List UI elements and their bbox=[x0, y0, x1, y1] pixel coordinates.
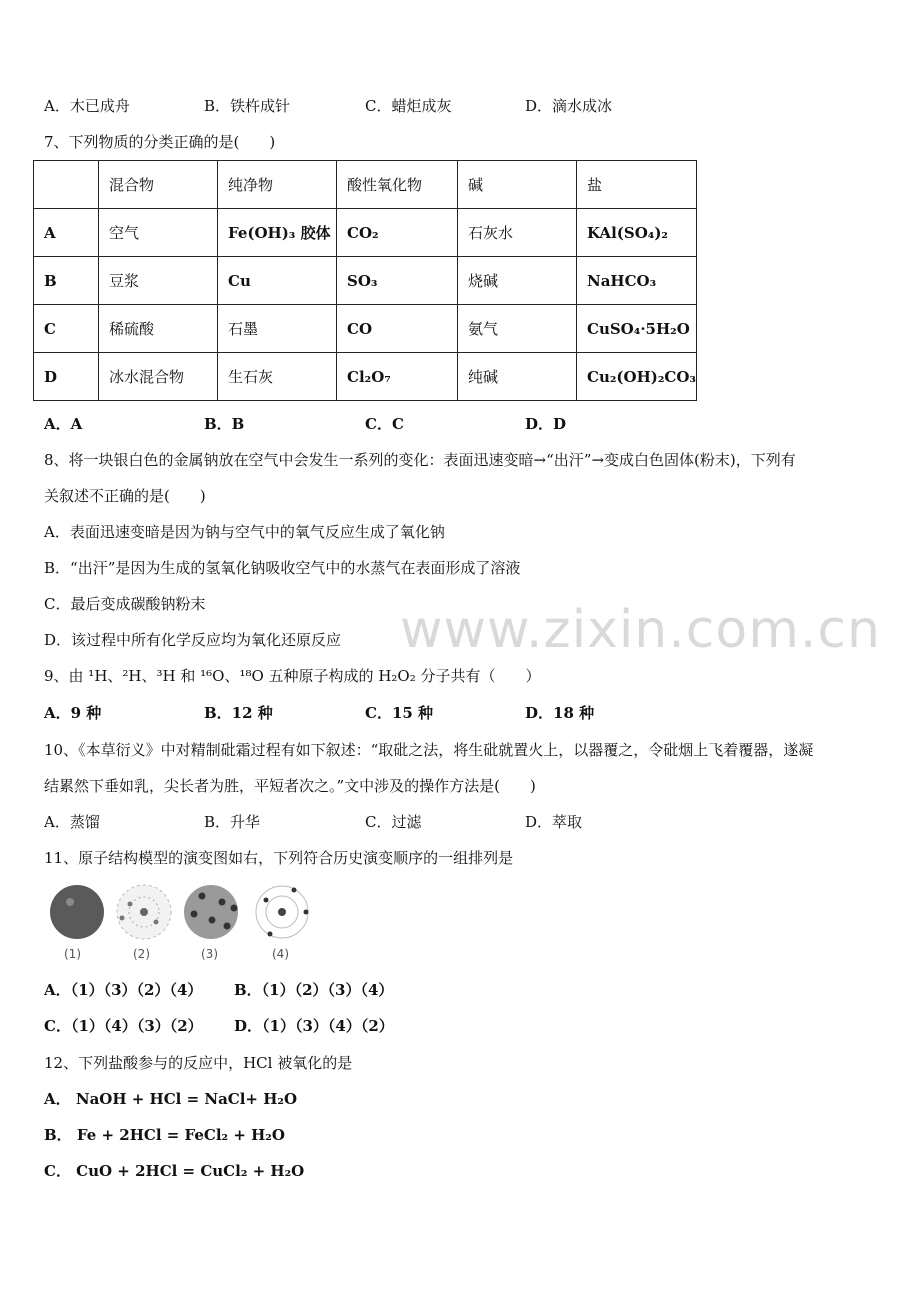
classification-table bbox=[33, 160, 697, 401]
figure-label-1: (1) bbox=[64, 947, 81, 961]
q11-option-a: A．（1）（3）（2）（4） bbox=[44, 981, 203, 999]
q7-option-b: B．B bbox=[204, 415, 245, 433]
table-cell: Cu bbox=[218, 257, 337, 305]
q9-option-a: A．9 种 bbox=[44, 704, 102, 722]
table-cell: 豆浆 bbox=[99, 257, 218, 305]
table-row bbox=[34, 209, 697, 257]
q10-option-c: C．过滤 bbox=[365, 813, 422, 831]
q8-option-c: C．最后变成碳酸钠粉末 bbox=[44, 595, 206, 613]
q7-stem: 7、下列物质的分类正确的是( ) bbox=[44, 133, 276, 151]
q6-option-a: A．木已成舟 bbox=[44, 97, 130, 115]
q11-option-b: B．（1）（2）（3）（4） bbox=[234, 981, 394, 999]
q6-option-d: D．滴水成冰 bbox=[525, 97, 613, 115]
q6-option-c: C．蜡炬成灰 bbox=[365, 97, 452, 115]
table-cell: CuSO₄·5H₂O bbox=[577, 305, 697, 353]
q9-option-c: C．15 种 bbox=[365, 704, 434, 722]
table-cell: KAl(SO₄)₂ bbox=[577, 209, 697, 257]
table-cell: D bbox=[34, 353, 99, 401]
q12-option-b: B． Fe + 2HCl = FeCl₂ + H₂O bbox=[44, 1126, 285, 1144]
table-header-cell: 酸性氧化物 bbox=[337, 161, 458, 209]
table-cell: SO₃ bbox=[337, 257, 458, 305]
table-header-cell: 碱 bbox=[458, 161, 577, 209]
q9-option-d: D．18 种 bbox=[525, 704, 595, 722]
table-header-cell: 盐 bbox=[577, 161, 697, 209]
watermark: www.zixin.com.cn bbox=[400, 600, 881, 660]
plum-pudding-model-icon bbox=[184, 885, 238, 939]
table-header-cell: 混合物 bbox=[99, 161, 218, 209]
table-cell: 石灰水 bbox=[458, 209, 577, 257]
table-cell: CO bbox=[337, 305, 458, 353]
q6-option-b: B．铁杵成针 bbox=[204, 97, 291, 115]
q10-stem-line2: 结累然下垂如乳，尖长者为胜，平短者次之。”文中涉及的操作方法是( ) bbox=[44, 777, 536, 795]
q10-stem-line1: 10、《本草衍义》中对精制砒霜过程有如下叙述：“取砒之法，将生砒就置火上，以器覆之，令砒烟上飞着覆器，遂凝 bbox=[44, 741, 814, 759]
table-cell: 冰水混合物 bbox=[99, 353, 218, 401]
q12-option-c: C． CuO + 2HCl = CuCl₂ + H₂O bbox=[44, 1162, 305, 1180]
q8-option-a: A．表面迅速变暗是因为钠与空气中的氧气反应生成了氧化钠 bbox=[44, 523, 445, 541]
q12-stem: 12、下列盐酸参与的反应中，HCl 被氧化的是 bbox=[44, 1054, 353, 1072]
q11-stem: 11、原子结构模型的演变图如右，下列符合历史演变顺序的一组排列是 bbox=[44, 849, 514, 867]
q8-stem-line1: 8、将一块银白色的金属钠放在空气中会发生一系列的变化：表面迅速变暗→“出汗”→变成白色固体(粉末)，下列有 bbox=[44, 451, 796, 469]
q9-stem: 9、由 ¹H、²H、³H 和 ¹⁶O、¹⁸O 五种原子构成的 H₂O₂ 分子共有（ ） bbox=[44, 667, 541, 685]
q11-option-c: C．（1）（4）（3）（2） bbox=[44, 1017, 203, 1035]
atomic-model-figure bbox=[44, 882, 324, 962]
table-cell: Cl₂O₇ bbox=[337, 353, 458, 401]
table-cell: 石墨 bbox=[218, 305, 337, 353]
table-row bbox=[34, 257, 697, 305]
q8-option-b: B．“出汗”是因为生成的氢氧化钠吸收空气中的水蒸气在表面形成了溶液 bbox=[44, 559, 521, 577]
q8-option-d: D．该过程中所有化学反应均为氧化还原反应 bbox=[44, 631, 342, 649]
table-cell: 稀硫酸 bbox=[99, 305, 218, 353]
table-cell: B bbox=[34, 257, 99, 305]
table-cell: 烧碱 bbox=[458, 257, 577, 305]
table-cell: 氨气 bbox=[458, 305, 577, 353]
table-cell: Fe(OH)₃ 胶体 bbox=[218, 209, 337, 257]
table-cell: C bbox=[34, 305, 99, 353]
table-cell: 纯碱 bbox=[458, 353, 577, 401]
q11-option-d: D．（1）（3）（4）（2） bbox=[234, 1017, 394, 1035]
table-cell: 生石灰 bbox=[218, 353, 337, 401]
q10-option-a: A．蒸馏 bbox=[44, 813, 100, 831]
table-cell: A bbox=[34, 209, 99, 257]
q7-option-c: C．C bbox=[365, 415, 404, 433]
table-row bbox=[34, 305, 697, 353]
nuclear-model-icon bbox=[256, 886, 309, 938]
table-row bbox=[34, 353, 697, 401]
q10-option-d: D．萃取 bbox=[525, 813, 583, 831]
figure-label-2: (2) bbox=[133, 947, 150, 961]
bohr-model-icon bbox=[117, 885, 171, 939]
table-header-row bbox=[34, 161, 697, 209]
table-cell: Cu₂(OH)₂CO₃ bbox=[577, 353, 697, 401]
table-header-cell bbox=[34, 161, 99, 209]
q9-option-b: B．12 种 bbox=[204, 704, 273, 722]
figure-label-3: (3) bbox=[201, 947, 218, 961]
dalton-model-icon bbox=[50, 885, 104, 939]
table-cell: CO₂ bbox=[337, 209, 458, 257]
figure-label-4: (4) bbox=[272, 947, 289, 961]
table-header-cell: 纯净物 bbox=[218, 161, 337, 209]
table-cell: NaHCO₃ bbox=[577, 257, 697, 305]
q7-option-d: D．D bbox=[525, 415, 567, 433]
q7-option-a: A．A bbox=[44, 415, 83, 433]
table-cell: 空气 bbox=[99, 209, 218, 257]
q12-option-a: A． NaOH + HCl = NaCl+ H₂O bbox=[44, 1090, 298, 1108]
q10-option-b: B．升华 bbox=[204, 813, 261, 831]
q8-stem-line2: 关叙述不正确的是( ) bbox=[44, 487, 206, 505]
